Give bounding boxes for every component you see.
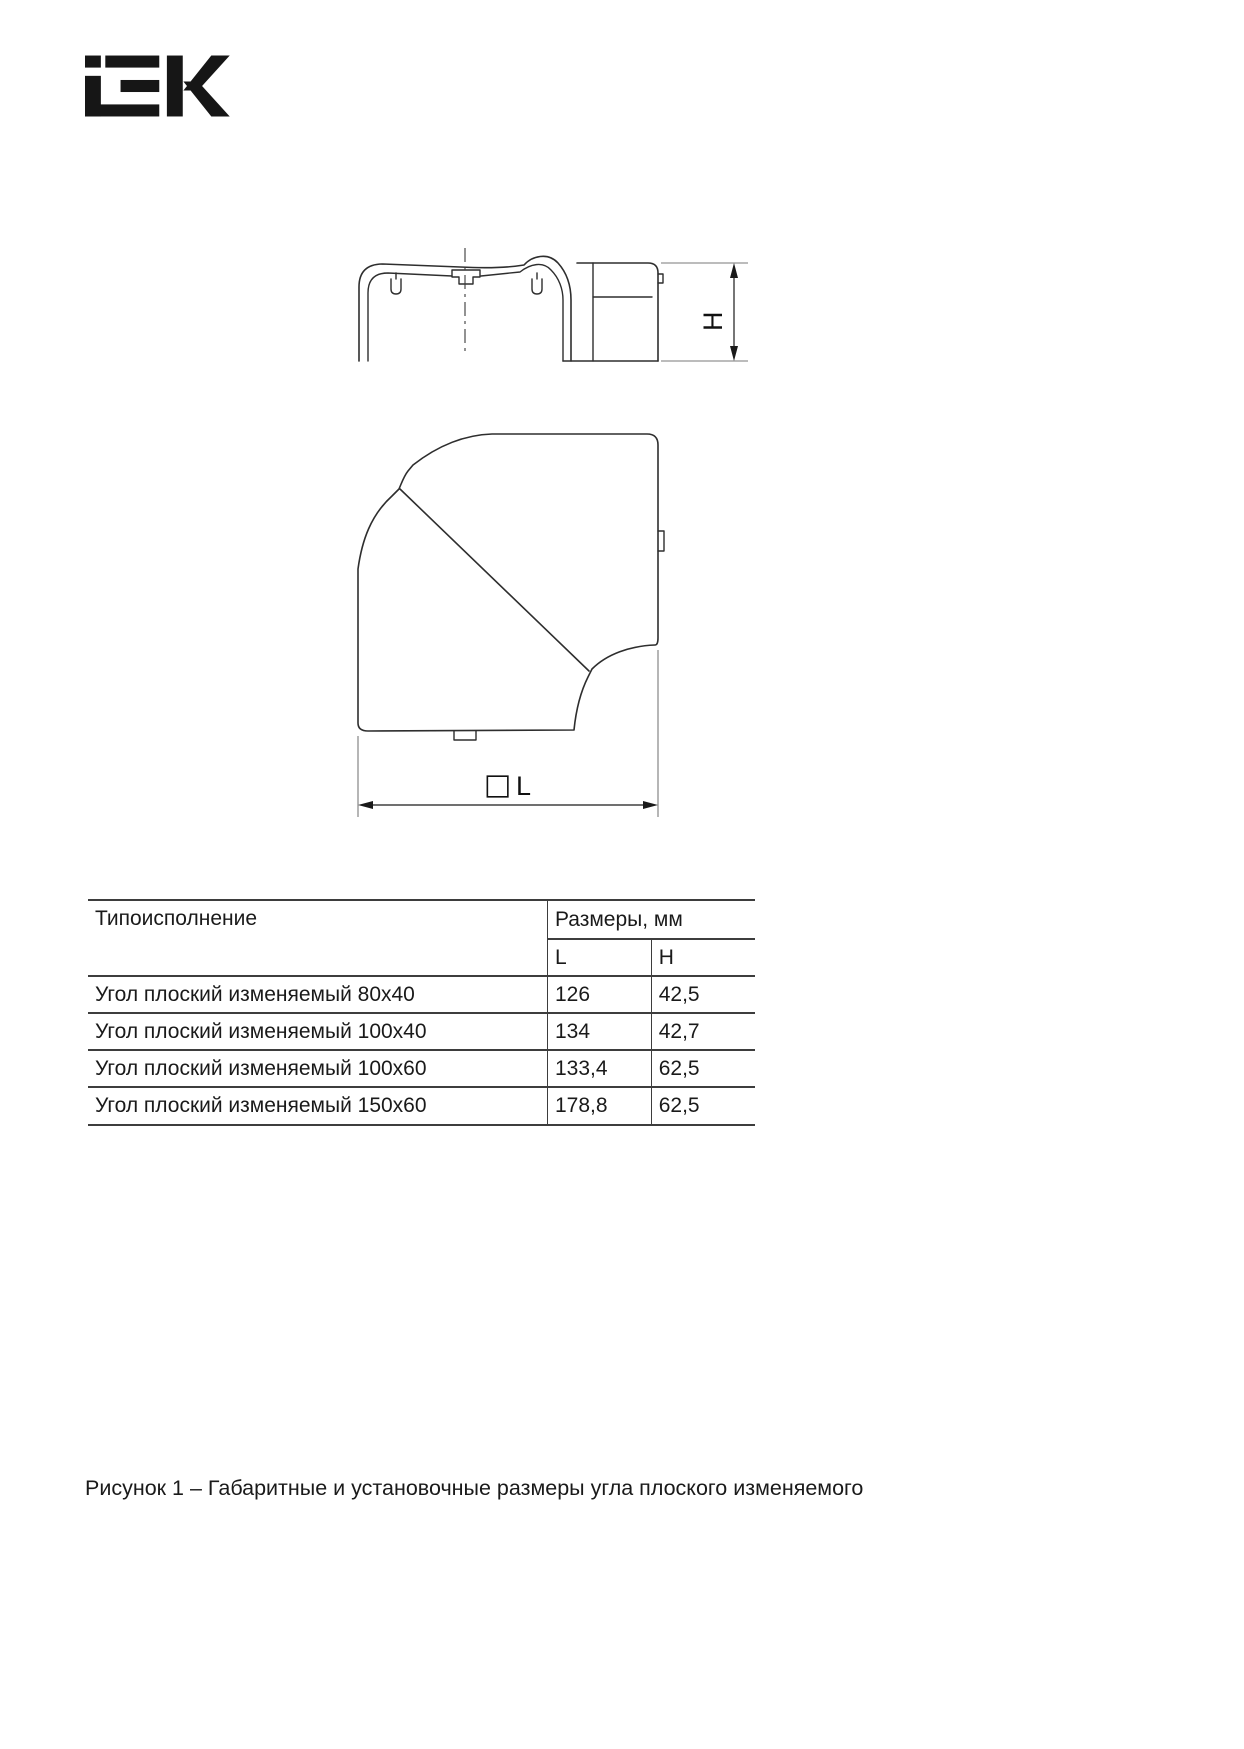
h-dimension-label: H <box>698 311 728 331</box>
clip-hook-right <box>532 273 542 294</box>
col-header-sizes: Размеры, мм <box>547 900 755 939</box>
square-section-symbol: □ <box>484 767 512 801</box>
l-dimension-label: L <box>516 771 532 801</box>
cell-h: 42,7 <box>651 1013 755 1050</box>
col-header-h: H <box>651 939 755 976</box>
dimensions-table <box>88 899 755 1126</box>
front-view <box>358 434 664 740</box>
logo-k-spine <box>167 56 183 117</box>
table-row <box>88 1013 755 1050</box>
cell-type: Угол плоский изменяемый 150x60 <box>88 1087 547 1125</box>
cell-type: Угол плоский изменяемый 100x60 <box>88 1050 547 1087</box>
cell-l: 134 <box>547 1013 651 1050</box>
bottom-tab <box>454 731 476 740</box>
cell-h: 62,5 <box>651 1087 755 1125</box>
seam-diagonal <box>400 489 589 671</box>
technical-drawing <box>270 228 790 838</box>
cell-l: 126 <box>547 976 651 1013</box>
right-tab <box>658 531 664 551</box>
side-view <box>359 248 663 361</box>
clip-hook-left <box>391 273 401 294</box>
table-row <box>88 976 755 1013</box>
cell-h: 42,5 <box>651 976 755 1013</box>
figure-caption: Рисунок 1 – Габаритные и установочные размеры угла плоского изменяемого <box>85 1476 864 1500</box>
cell-l: 178,8 <box>547 1087 651 1125</box>
cell-h: 62,5 <box>651 1050 755 1087</box>
logo-e-mid-bar <box>121 80 160 92</box>
h-dimension <box>661 263 748 361</box>
iek-logo <box>85 54 231 118</box>
col-header-type: Типоисполнение <box>88 900 547 976</box>
logo-e-top-bar <box>105 56 159 68</box>
technical-drawing-svg <box>270 228 790 838</box>
cell-l: 133,4 <box>547 1050 651 1087</box>
logo-e-bottom-bar <box>85 104 159 116</box>
col-header-l: L <box>547 939 651 976</box>
table-row <box>88 1050 755 1087</box>
cell-type: Угол плоский изменяемый 80x40 <box>88 976 547 1013</box>
central-latch <box>452 270 480 284</box>
logo-i-dot <box>85 56 101 68</box>
cell-type: Угол плоский изменяемый 100x40 <box>88 1013 547 1050</box>
l-dimension <box>358 650 658 817</box>
iek-logo-graphic <box>85 54 231 118</box>
logo-k-lower-arm <box>183 82 229 117</box>
table-row <box>88 1087 755 1125</box>
